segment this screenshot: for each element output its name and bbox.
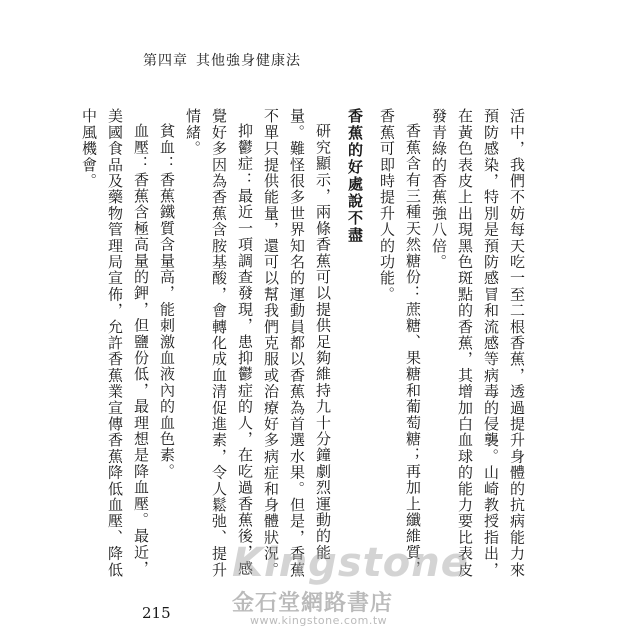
vertical-body-text [76,108,530,578]
paragraph: 香蕉含有三種天然糖份：蔗糖、果糖和葡萄糖；再加上纖維質，香蕉可即時提升人的功能。 [378,108,422,577]
watermark-url: www.kingstone.com.tw [250,614,388,627]
paragraph: 研究顯示，兩條香蕉可以提供足夠維持九十分鐘劇烈運動的能量。難怪很多世界知名的運動員都以香蕉為首選水果。但是，香蕉不單只提供能量，還可以幫我們克服或治療好多病症和身體狀況。 [262,108,332,578]
page-number: 215 [142,604,171,622]
chapter-title: 其他強身健康法 [196,53,301,69]
paragraph: 抑鬱症：最近一項調查發現，患抑鬱症的人，在吃過香蕉後，感覺好多因為香蕉含胺基酸，會轉化成血清促進素，令人鬆弛、提升情緒。 [184,108,254,578]
chapter-header [143,50,301,70]
watermark-store-name: 金石堂網路書店 [232,590,394,616]
paragraph: 貧血：香蕉鐵質含量高，能刺激血液內的血色素。 [158,123,176,480]
watermark-logo: Kingstone [232,540,469,586]
paragraph: 血壓：香蕉含極高量的鉀，但鹽份低，最理想是降血壓。最近，美國食品及藥物管理局宣佈，允許香蕉業宣傳香蕉降低血壓、降低中風機會。 [80,108,150,578]
section-heading: 香蕉的好處說不盡 [346,108,364,244]
chapter-number: 第四章 [143,53,188,69]
paragraph: 活中，我們不妨每天吃一至二根香蕉，透過提升身體的抗病能力來預防感染，特別是預防感冒和流感等病毒的侵襲。山崎教授指出，在黃色表皮上出現黑色斑點的香蕉，其增加白血球的能力要比表皮發青綠的香蕉強八倍。 [430,108,526,578]
